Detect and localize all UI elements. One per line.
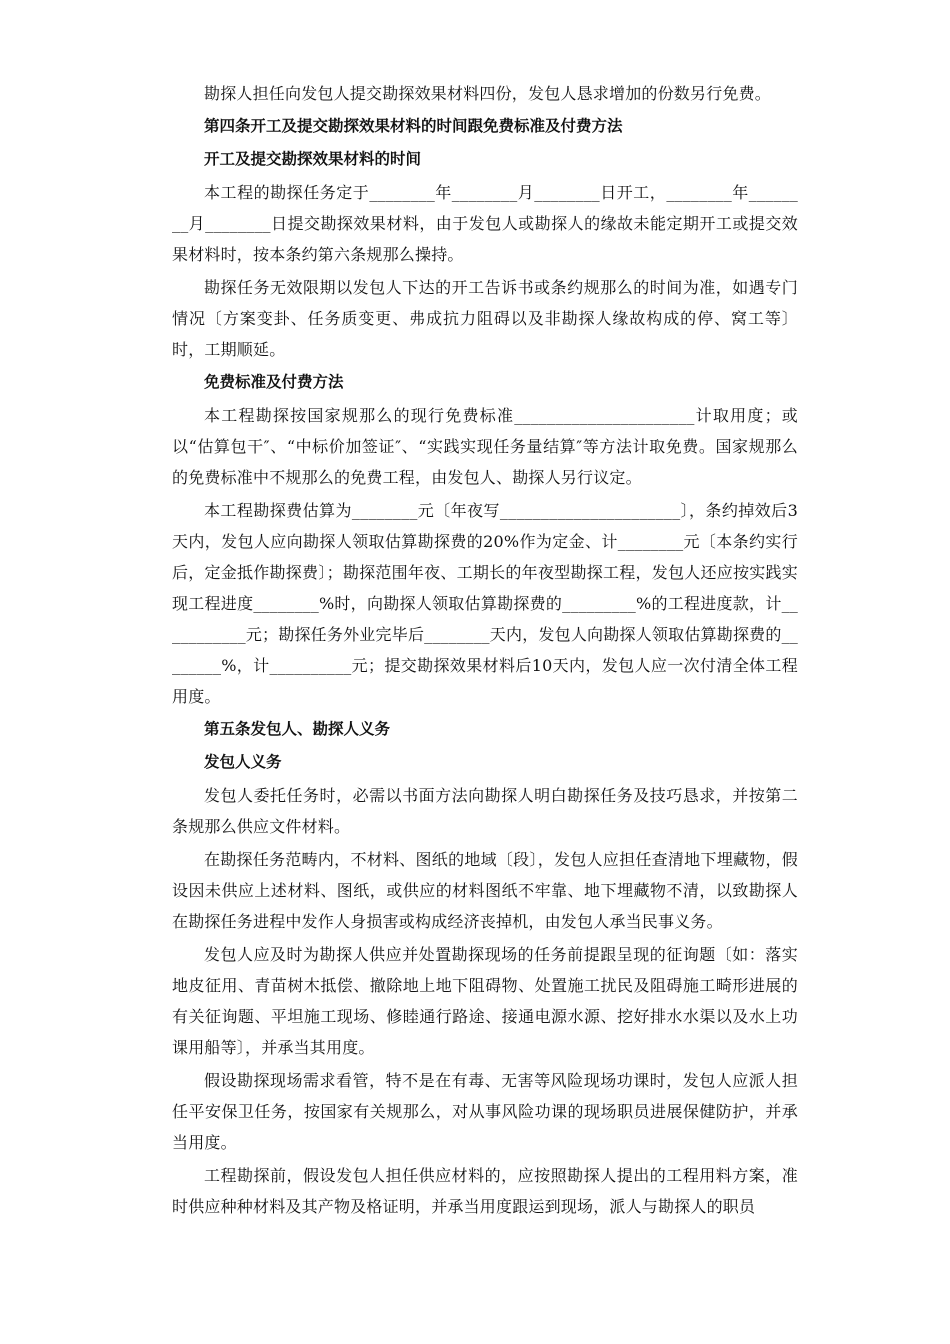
subsection-heading: 开工及提交勘探效果材料的时间 — [204, 150, 422, 168]
subsection-heading: 免费标准及付费方法 — [204, 373, 344, 391]
document-page — [172, 78, 798, 1224]
paragraph: 本工程勘探按国家规那么的现行免费标准______________________计取用度；或以“估算包干″、“中标价加签证″、“实践实现任务量结算″等方法计取免费。国家规那么的免费标准中不规那么的免费工程，由发包人、勘探人另行议定。 — [172, 406, 798, 487]
paragraph: 本工程的勘探任务定于________年________月________日开工，________年________月________日提交勘探效果材料，由于发包人或勘探人的缘故未能定期开工或提交效果材料时，按本条约第六条规那么操持。 — [172, 183, 798, 264]
paragraph: 本工程勘探费估算为________元〔年夜写______________________〕，条约掉效后3天内，发包人应向勘探人领取估算勘探费的20%作为定金、计________元〔本条约实行后，定金抵作勘探费〕；勘探范围年夜、工期长的年夜型勘探工程，发包人还应按实践实现工程进度________%时，向勘探人领取估算勘探费的_________%的工程进度款，计___________元；勘探任务外业完毕后________天内，发包人向勘探人领取估算勘探费的________%，计__________元；提交勘探效果材料后10天内，发包人应一次付清全体工程用度。 — [172, 501, 798, 706]
paragraph: 发包人委托任务时，必需以书面方法向勘探人明白勘探任务及技巧恳求，并按第二条规那么供应文件材料。 — [172, 786, 798, 836]
paragraph: 勘探任务无效限期以发包人下达的开工告诉书或条约规那么的时间为准，如遇专门情况〔方案变卦、任务质变更、弗成抗力阻碍以及非勘探人缘故构成的停、窝工等〕时，工期顺延。 — [172, 278, 798, 359]
paragraph: 工程勘探前，假设发包人担任供应材料的，应按照勘探人提出的工程用料方案，准时供应种种材料及其产物及格证明，并承当用度跟运到现场，派人与勘探人的职员 — [172, 1166, 798, 1216]
section-heading: 第四条开工及提交勘探效果材料的时间跟免费标准及付费方法 — [204, 117, 623, 135]
paragraph: 在勘探任务范畴内，不材料、图纸的地域〔段〕，发包人应担任查清地下埋藏物，假设因未供应上述材料、图纸，或供应的材料图纸不牢靠、地下埋藏物不清，以致勘探人在勘探任务进程中发作人身损害或构成经济丧掉机，由发包人承当民事义务。 — [172, 850, 798, 931]
paragraph: 发包人应及时为勘探人供应并处置勘探现场的任务前提跟呈现的征询题〔如：落实地皮征用、青苗树木抵偿、撤除地上地下阻碍物、处置施工扰民及阻碍施工畸形进展的有关征询题、平坦施工现场、修睦通行路途、接通电源水源、挖好排水水渠以及水上功课用船等〕，并承当其用度。 — [172, 945, 798, 1057]
section-heading: 第五条发包人、勘探人义务 — [204, 720, 391, 738]
paragraph: 勘探人担任向发包人提交勘探效果材料四份，发包人恳求增加的份数另行免费。 — [204, 84, 772, 103]
paragraph: 假设勘探现场需求看管，特不是在有毒、无害等风险现场功课时，发包人应派人担任平安保卫任务，按国家有关规那么，对从事风险功课的现场职员进展保健防护，并承当用度。 — [172, 1071, 798, 1152]
subsection-heading: 发包人义务 — [204, 753, 282, 771]
